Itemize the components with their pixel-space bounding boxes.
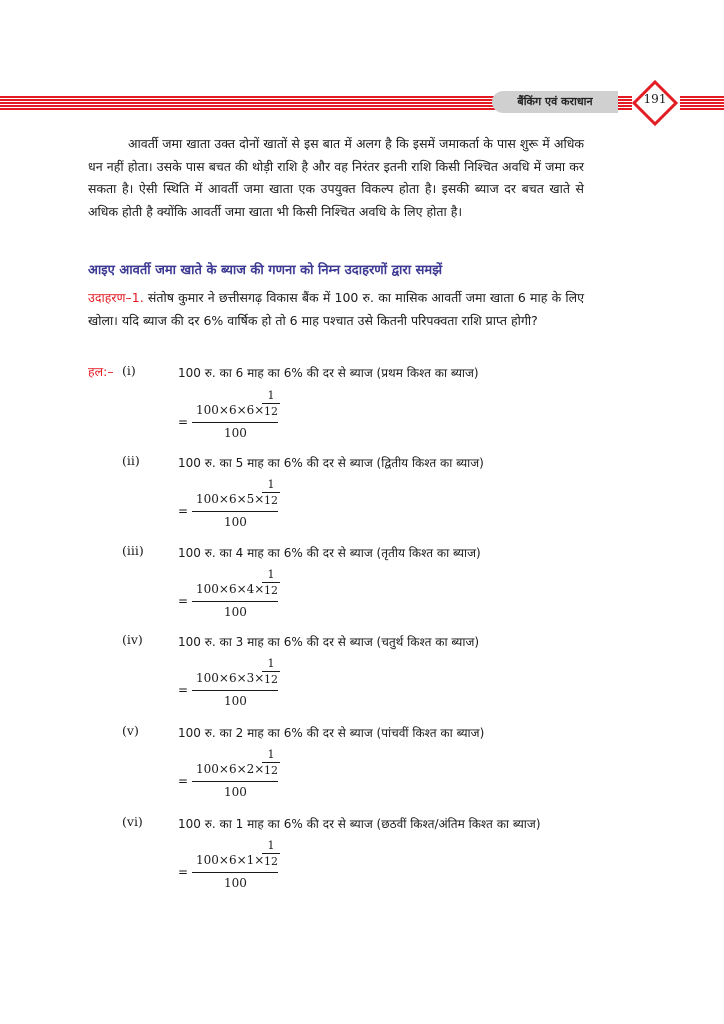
section-heading: आइए आवर्ती जमा खाते के ब्याज की गणना को निम्न उदाहरणों द्वारा समझें (88, 263, 443, 278)
step-text: 100 रु. का 4 माह का 6% की दर से ब्याज (तृतीय किश्त का ब्याज) (178, 546, 481, 560)
fraction-bar (192, 422, 278, 423)
step-text: 100 रु. का 5 माह का 6% की दर से ब्याज (द्वितीय किश्त का ब्याज) (178, 456, 484, 470)
fraction (262, 478, 280, 507)
step-number: (iii) (122, 543, 144, 558)
fraction-bar (192, 690, 278, 691)
equals-sign: = (178, 865, 189, 879)
fraction-numerator: 1 (267, 748, 275, 761)
example-text: संतोष कुमार ने छत्तीसगढ़ विकास बैंक में 100 रु. का मासिक आवर्ती जमा खाता 6 माह के लिए खोला। यदि ब्याज की दर 6% वार्षिक हो तो 6 माह पश्चात उसे कितनी परिपक्वता राशि प्राप्त होगी? (88, 290, 584, 328)
example-label: उदाहरण–1. (88, 290, 144, 305)
fraction-numerator: 1 (267, 568, 275, 581)
formula-numerator: 100×6×2× (196, 762, 265, 776)
fraction-bar (192, 601, 278, 602)
formula-denominator: 100 (224, 605, 247, 619)
formula (178, 657, 298, 711)
fraction (262, 657, 280, 686)
formula-numerator: 100×6×5× (196, 492, 265, 506)
fraction (262, 389, 280, 418)
formula-denominator: 100 (224, 694, 247, 708)
fraction-denominator: 12 (264, 673, 278, 686)
equals-sign: = (178, 594, 189, 608)
formula-denominator: 100 (224, 876, 247, 890)
equals-sign: = (178, 683, 189, 697)
fraction-denominator: 12 (264, 764, 278, 777)
formula-denominator: 100 (224, 785, 247, 799)
fraction (262, 839, 280, 868)
solution-label: हल:– (88, 364, 114, 379)
fraction-bar (192, 872, 278, 873)
page-number: 191 (643, 92, 667, 106)
step-number: (ii) (122, 453, 140, 468)
formula-denominator: 100 (224, 426, 247, 440)
equals-sign: = (178, 774, 189, 788)
fraction-numerator: 1 (267, 389, 275, 402)
formula (178, 568, 298, 622)
equals-sign: = (178, 415, 189, 429)
formula-numerator: 100×6×3× (196, 671, 265, 685)
fraction-numerator: 1 (267, 839, 275, 852)
fraction-numerator: 1 (267, 478, 275, 491)
equals-sign: = (178, 504, 189, 518)
chapter-title: बैंकिंग एवं कराधान (492, 91, 618, 113)
step-text: 100 रु. का 1 माह का 6% की दर से ब्याज (छठवीं किश्त/अंतिम किश्त का ब्याज) (178, 817, 541, 831)
step-text: 100 रु. का 2 माह का 6% की दर से ब्याज (पांचवीं किश्त का ब्याज) (178, 726, 485, 740)
formula (178, 748, 298, 802)
step-number: (i) (122, 363, 136, 378)
fraction-bar (192, 781, 278, 782)
formula-numerator: 100×6×4× (196, 582, 265, 596)
fraction-numerator: 1 (267, 657, 275, 670)
formula-numerator: 100×6×6× (196, 403, 265, 417)
step-text: 100 रु. का 3 माह का 6% की दर से ब्याज (चतुर्थ किश्त का ब्याज) (178, 635, 480, 649)
intro-paragraph: आवर्ती जमा खाता उक्त दोनों खातों से इस बात में अलग है कि इसमें जमाकर्ता के पास शुरू में अधिक धन नहीं होता। उसके पास बचत की थोड़ी राशि है और वह निरंतर इतनी राशि किसी निश्चित अवधि में जमा कर सकता है। ऐसी स्थिति में आवर्ती जमा खाता एक उपयुक्त विकल्प होता है। इसकी ब्याज दर बचत खाते से अधिक होती है क्योंकि आवर्ती जमा खाता भी किसी निश्चित अवधि के लिए होता है। (88, 136, 584, 219)
fraction-denominator: 12 (264, 405, 278, 418)
formula (178, 839, 298, 893)
header-stripes-right (680, 96, 724, 110)
fraction-denominator: 12 (264, 584, 278, 597)
formula-numerator: 100×6×1× (196, 853, 265, 867)
formula-denominator: 100 (224, 515, 247, 529)
fraction-denominator: 12 (264, 494, 278, 507)
step-number: (iv) (122, 632, 143, 647)
step-number: (vi) (122, 814, 143, 829)
step-number: (v) (122, 723, 139, 738)
fraction (262, 568, 280, 597)
fraction (262, 748, 280, 777)
formula (178, 478, 298, 532)
step-text: 100 रु. का 6 माह का 6% की दर से ब्याज (प्रथम किश्त का ब्याज) (178, 366, 479, 380)
fraction-bar (192, 511, 278, 512)
formula (178, 389, 298, 443)
fraction-denominator: 12 (264, 855, 278, 868)
example-paragraph (88, 287, 584, 332)
